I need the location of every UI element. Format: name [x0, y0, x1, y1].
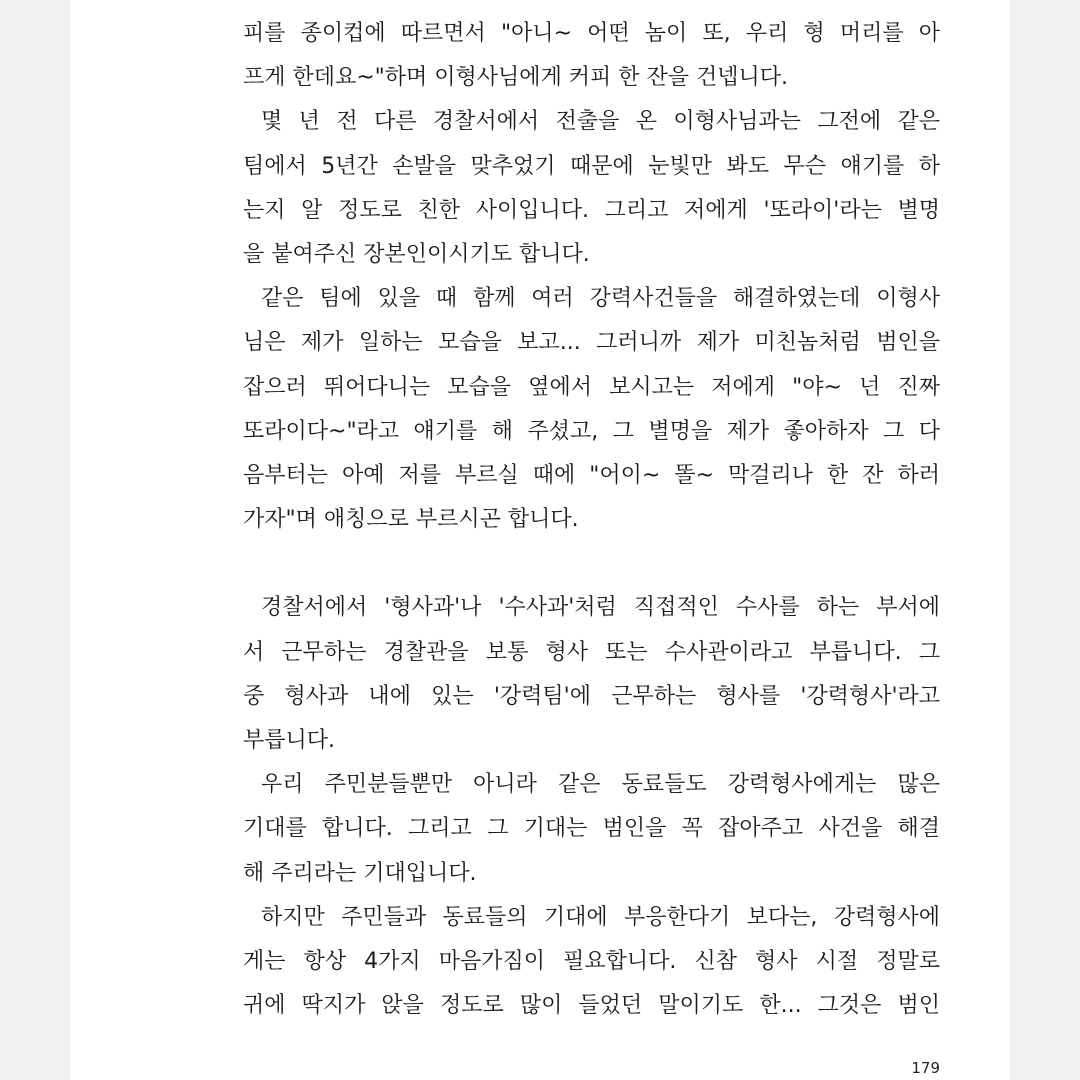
text-line: 서 근무하는 경찰관을 보통 형사 또는 수사관이라고 부릅니다. 그: [243, 639, 940, 665]
text-line: 우리 주민분들뿐만 아니라 같은 동료들도 강력형사에게는 많은: [261, 772, 940, 798]
text-line: 피를 종이컵에 따르면서 "아니~ 어떤 놈이 또, 우리 형 머리를 아: [243, 21, 940, 46]
text-line: 을 붙여주신 장본인이시기도 합니다.: [243, 241, 590, 267]
text-line: 가자"며 애칭으로 부르시곤 합니다.: [243, 507, 579, 533]
text-line: 중 형사과 내에 있는 '강력팀'에 근무하는 형사를 '강력형사'라고: [243, 683, 940, 709]
paragraph: [243, 12, 940, 100]
text-line: 는지 알 정도로 친한 사이입니다. 그리고 저에게 '또라이'라는 별명: [243, 197, 940, 223]
page-number: 179: [911, 1059, 940, 1077]
text-line: 몇 년 전 다른 경찰서에서 전출을 온 이형사님과는 그전에 같은: [261, 109, 940, 135]
text-line: 부릅니다.: [243, 728, 336, 753]
text-line: 경찰서에서 '형사과'나 '수사과'처럼 직접적인 수사를 하는 부서에: [261, 595, 940, 621]
text-line: 잡으러 뛰어다니는 모습을 옆에서 보시고는 저에게 "야~ 넌 진짜: [243, 374, 940, 400]
text-line: 님은 제가 일하는 모습을 보고... 그러니까 제가 미친놈처럼 범인을: [243, 330, 940, 356]
text-line: 팀에서 5년간 손발을 맞추었기 때문에 눈빛만 봐도 무슨 얘기를 하: [243, 153, 940, 179]
text-line: 게는 항상 4가지 마음가짐이 필요합니다. 신참 형사 시절 정말로: [243, 948, 940, 974]
book-page: [70, 0, 1010, 1080]
text-line: 같은 팀에 있을 때 함께 여러 강력사건들을 해결하였는데 이형사: [261, 286, 940, 312]
text-line: 하지만 주민들과 동료들의 기대에 부응한다기 보다는, 강력형사에: [261, 904, 940, 930]
paragraph: [243, 277, 940, 542]
paragraph: [243, 896, 940, 1029]
paragraph-gap: [243, 542, 940, 586]
text-line: 귀에 딱지가 앉을 정도로 많이 들었던 말이기도 한... 그것은 범인: [243, 993, 940, 1019]
text-line: 프게 한데요~"하며 이형사님에게 커피 한 잔을 건넵니다.: [243, 65, 789, 91]
text-line: 해 주리라는 기대입니다.: [243, 860, 477, 886]
text-line: 또라이다~"라고 얘기를 해 주셨고, 그 별명을 제가 좋아하자 그 다: [243, 418, 940, 444]
paragraph: [243, 100, 940, 277]
text-line: 기대를 합니다. 그리고 그 기대는 범인을 꼭 잡아주고 사건을 해결: [243, 816, 940, 842]
body-text: [243, 12, 940, 1028]
paragraph: [243, 763, 940, 896]
paragraph: [243, 586, 940, 763]
text-line: 음부터는 아예 저를 부르실 때에 "어이~ 똘~ 막걸리나 한 잔 하러: [243, 462, 940, 488]
